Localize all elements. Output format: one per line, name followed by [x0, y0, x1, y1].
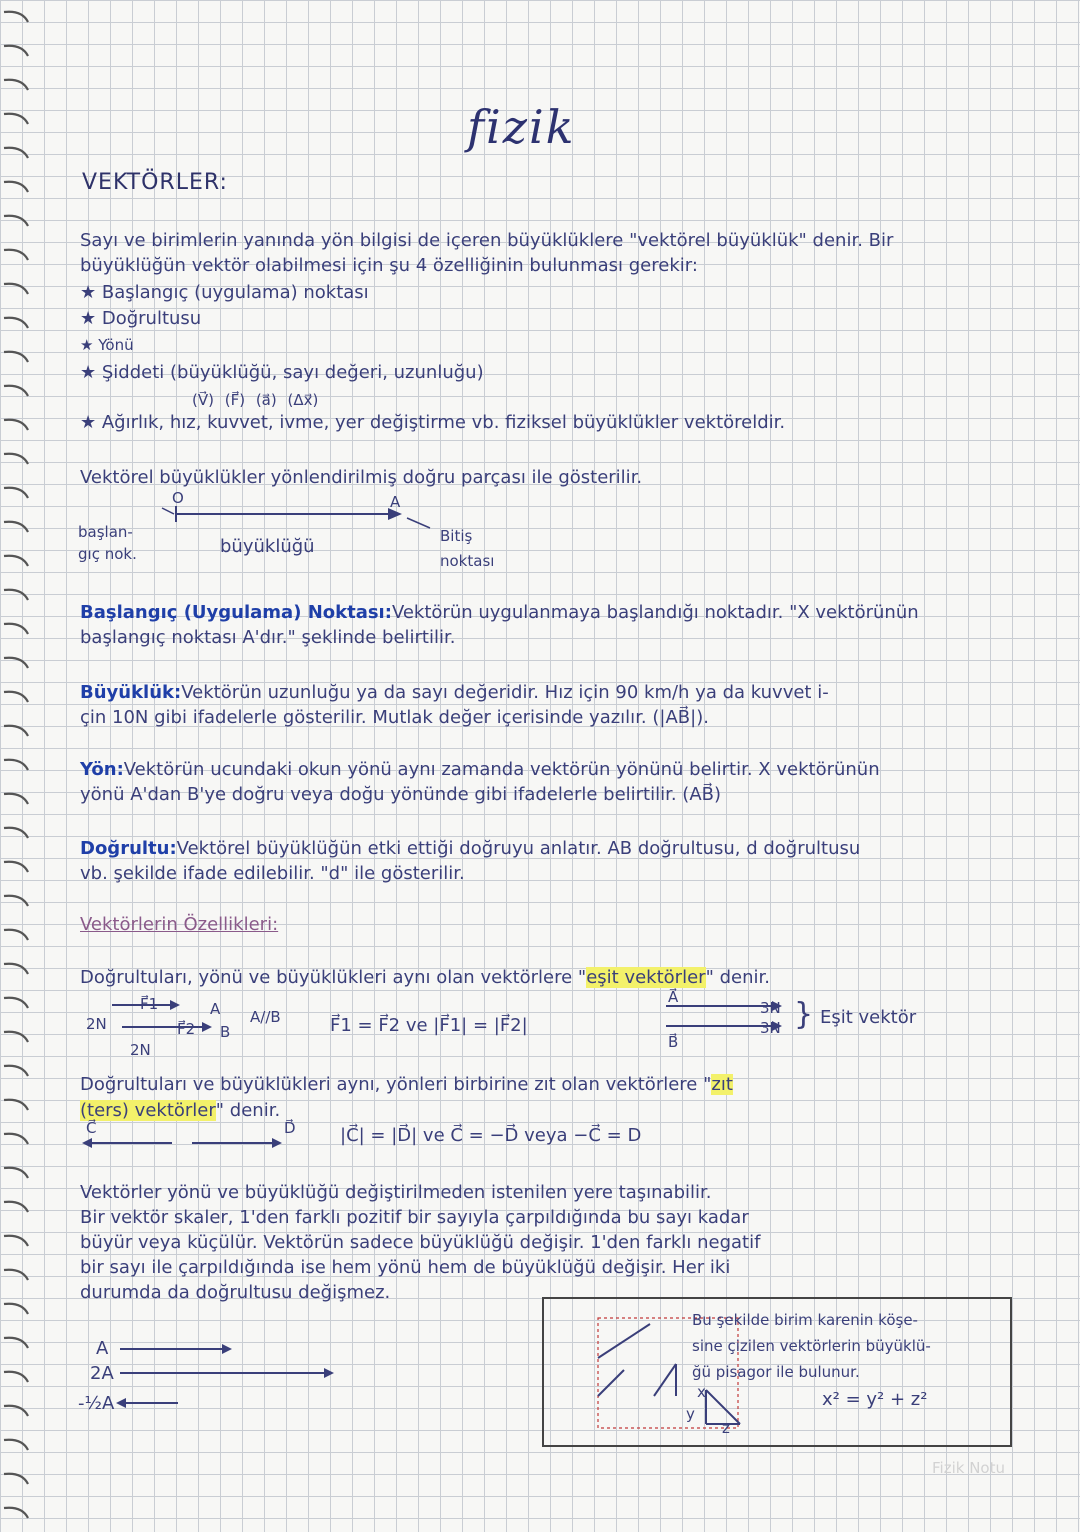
pythagoras-formula: x² = y² + z² [822, 1389, 928, 1410]
brace: } [794, 997, 814, 1032]
c-label: C⃗ [86, 1119, 97, 1137]
start-point-label: gıç nok. [78, 545, 137, 563]
scaling-vectors-sketch [112, 1335, 412, 1425]
definition-line-of-action [80, 836, 860, 861]
note-line: Bu şekilde birim karenin köşe- [692, 1311, 918, 1329]
vec-a-magnitude: 3N [760, 999, 781, 1017]
move-line: Vektörler yönü ve büyüklüğü değiştirilmeden istenilen yere taşınabilir. [80, 1182, 712, 1203]
feature-item: ★ Şiddeti (büyüklüğü, sayı değeri, uzunluğu) [80, 362, 484, 383]
spiral-binding [0, 0, 48, 1532]
opposite-vectors-line-2 [80, 1098, 280, 1123]
feature-item: ★ Yönü [80, 336, 134, 354]
opposite-highlight: zıt [711, 1074, 733, 1095]
triangle-y-label: y [686, 1405, 695, 1423]
definition-text: Vektörel büyüklüğün etki ettiği doğruyu anlatır. AB doğrultusu, d doğrultusu [176, 838, 861, 859]
definition-text: Vektörün uygulanmaya başlandığı noktadır. "X vektörünün [391, 602, 919, 623]
note-line: ğü pisagor ile bulunur. [692, 1363, 860, 1381]
opposite-text: Doğrultuları ve büyüklükleri aynı, yönleri birbirine zıt olan vektörlere " [80, 1074, 712, 1095]
term-line-of-action: Doğrultu: [80, 838, 177, 859]
vector-diagram [72, 488, 592, 578]
end-point-label: noktası [440, 552, 495, 570]
feature-item: ★ Başlangıç (uygulama) noktası [80, 282, 369, 303]
start-point-label: başlan- [78, 523, 133, 541]
intro-line-2: büyüklüğün vektör olabilmesi için şu 4 özelliğinin bulunması gerekir: [80, 255, 698, 276]
scale-half-a-label: -½A [78, 1393, 115, 1414]
opposite-vectors-line [80, 1072, 733, 1097]
properties-heading: Vektörlerin Özellikleri: [80, 914, 279, 935]
scale-a-label: A [96, 1338, 109, 1359]
definition-text: vb. şekilde ifade edilebilir. "d" ile gösterilir. [80, 863, 465, 884]
triangle-z-label: z [722, 1419, 730, 1437]
b-label: B [220, 1023, 231, 1041]
vector-symbols: (V⃗) (F⃗) (a⃗) (Δx⃗) [192, 391, 319, 409]
definition-text: çin 10N gibi ifadelerle gösterilir. Mutlak değer içerisinde yazılır. (|AB⃗|). [80, 707, 709, 728]
watermark: Fizik Notu [932, 1459, 1005, 1477]
equal-equation: F⃗1 = F⃗2 ve |F⃗1| = |F⃗2| [330, 1015, 528, 1036]
definition-text: Vektörün uzunluğu ya da sayı değeridir. Hız için 90 km/h ya da kuvvet i- [181, 682, 829, 703]
opposite-equation: |C⃗| = |D⃗| ve C⃗ = −D⃗ veya −C⃗ = D [340, 1125, 642, 1146]
definition-text: başlangıç noktası A'dır." şeklinde belirtilir. [80, 627, 456, 648]
examples-line: ★ Ağırlık, hız, kuvvet, ivme, yer değiştirme vb. fiziksel büyüklükler vektöreldir. [80, 412, 786, 433]
term-magnitude: Büyüklük: [80, 682, 182, 703]
vec-b-label: B⃗ [668, 1033, 679, 1051]
vec-b-magnitude: 3N [760, 1019, 781, 1037]
n-label: 2N [86, 1015, 107, 1033]
point-a-label: A [390, 493, 401, 511]
note-line: sine çizilen vektörlerin büyüklü- [692, 1337, 931, 1355]
move-line: durumda da doğrultusu değişmez. [80, 1282, 391, 1303]
equal-vectors-highlight: eşit vektörler [586, 967, 706, 988]
move-line: Bir vektör skaler, 1'den farklı pozitif bir sayıyla çarpıldığında bu sayı kadar [80, 1207, 749, 1228]
scale-2a-label: 2A [90, 1363, 114, 1384]
f1-label: F⃗1 [140, 995, 159, 1013]
d-label: D⃗ [284, 1119, 296, 1137]
move-line: bir sayı ile çarpıldığında ise hem yönü hem de büyüklüğü değişir. Her iki [80, 1257, 731, 1278]
definition-magnitude [80, 680, 829, 705]
term-direction: Yön: [80, 759, 124, 780]
magnitude-label: büyüklüğü [220, 536, 315, 557]
n-label: 2N [130, 1041, 151, 1059]
equal-vector-label: Eşit vektör [820, 1007, 917, 1028]
equal-text-end: " denir. [705, 967, 770, 988]
equal-vectors-line [80, 965, 770, 990]
point-o-label: O [172, 489, 184, 507]
triangle-x-label: x [697, 1383, 706, 1401]
vec-a-label: A⃗ [668, 988, 679, 1006]
definition-direction [80, 757, 880, 782]
intro-line-1: Sayı ve birimlerin yanında yön bilgisi de içeren büyüklüklere "vektörel büyüklük" denir. Bir [80, 230, 894, 251]
definition-start [80, 600, 919, 625]
opposite-highlight: (ters) vektörler [80, 1100, 216, 1121]
section-heading: VEKTÖRLER: [82, 170, 228, 195]
page-title: fizik [467, 100, 576, 154]
move-line: büyür veya küçülür. Vektörün sadece büyüklüğü değişir. 1'den farklı negatif [80, 1232, 761, 1253]
term-start: Başlangıç (Uygulama) Noktası: [80, 602, 392, 623]
a-label: A [210, 1000, 221, 1018]
definition-text: Vektörün ucundaki okun yönü aynı zamanda vektörün yönünü belirtir. X vektörünün [123, 759, 880, 780]
notebook-page [72, 0, 1062, 1532]
definition-text: yönü A'dan B'ye doğru veya doğu yönünde gibi ifadelerle belirtilir. (AB⃗) [80, 784, 722, 805]
feature-item: ★ Doğrultusu [80, 308, 202, 329]
equal-text: Doğrultuları, yönü ve büyüklükleri aynı olan vektörlere " [80, 967, 587, 988]
parallel-label: A//B [250, 1008, 281, 1026]
f2-label: F⃗2 [177, 1020, 196, 1038]
diagram-caption: Vektörel büyüklükler yönlendirilmiş doğru parçası ile gösterilir. [80, 467, 643, 488]
end-point-label: Bitiş [440, 527, 473, 545]
opposite-text-end: " denir. [215, 1100, 281, 1121]
